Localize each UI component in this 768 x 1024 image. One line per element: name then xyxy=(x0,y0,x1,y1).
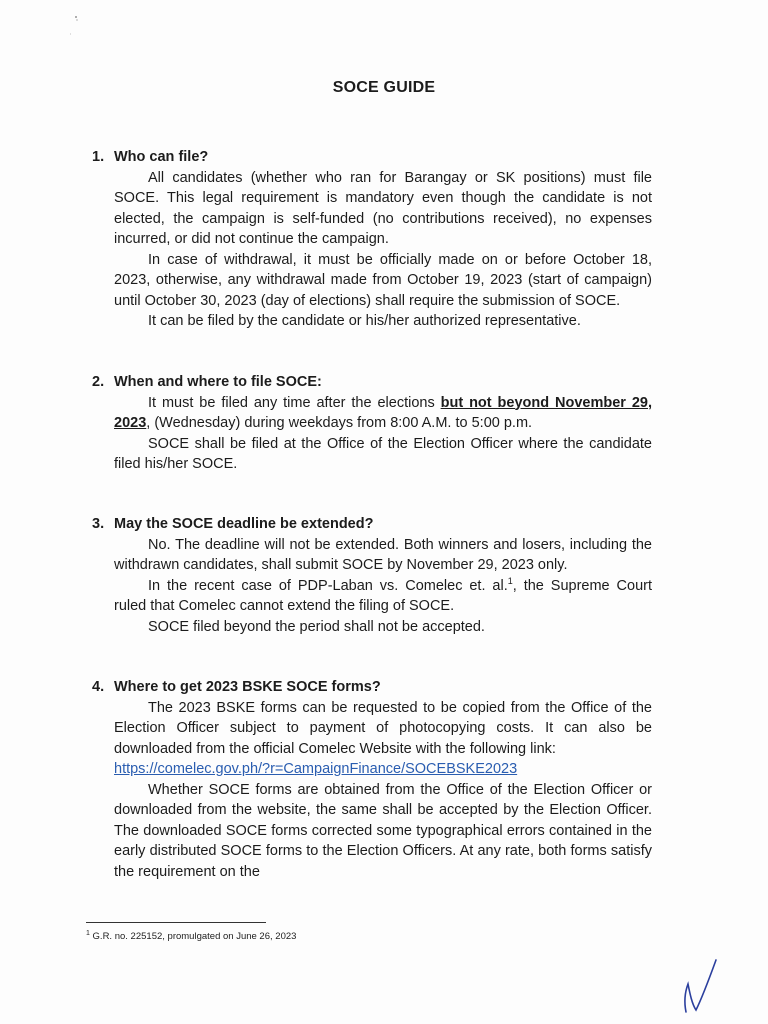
footnote-text: G.R. no. 225152, promulgated on June 26, 2023 xyxy=(89,931,297,942)
section-title: When and where to file SOCE: xyxy=(114,374,322,390)
section-heading xyxy=(92,514,652,535)
text-run: , the Supreme Court ruled that Comelec cannot extend the filing of SOCE. xyxy=(114,577,652,614)
section-number: 4. xyxy=(92,679,105,695)
deadline-emphasis: but not beyond November 29, 2023 xyxy=(114,394,652,431)
paragraph: All candidates (whether who ran for Barangay or SK positions) must file SOCE. This legal requirement is mandatory even though the candidate is not elected, the campaign is self-funded (no contributions received), no expenses incurred, or did not continue the campaign. xyxy=(114,169,652,247)
section-when-where xyxy=(92,372,652,475)
scan-specks xyxy=(70,12,90,42)
paragraph xyxy=(114,393,652,434)
paragraph: The 2023 BSKE forms can be requested to be copied from the Office of the Election Officer subject to payment of photocopying costs. It can also be downloaded from the official Comelec Website with the following link: xyxy=(114,699,652,757)
text-run: It must be filed any time after the elections xyxy=(148,394,441,411)
comelec-forms-link[interactable]: https://comelec.gov.ph/?r=CampaignFinance/SOCEBSKE2023 xyxy=(114,761,518,777)
footnote-marker: 1 xyxy=(86,929,90,937)
paragraph: SOCE shall be filed at the Office of the Election Officer where the candidate filed his/her SOCE. xyxy=(114,435,652,472)
section-body xyxy=(114,168,652,332)
footnote xyxy=(86,931,296,942)
section-where-to-get-forms xyxy=(92,677,652,882)
section-body xyxy=(114,393,652,475)
section-heading xyxy=(92,677,652,698)
section-deadline-extension xyxy=(92,514,652,637)
text-run: , (Wednesday) during weekdays from 8:00 A.M. to 5:00 p.m. xyxy=(146,415,533,431)
paragraph xyxy=(114,576,652,617)
paragraph: Whether SOCE forms are obtained from the Office of the Election Officer or downloaded from the website, the same shall be accepted by the Election Officer. The downloaded SOCE forms corrected some typographical errors contained in the early distributed SOCE forms to the Election Officers. At any rate, both forms satisfy the requirement on the xyxy=(114,781,652,880)
section-number: 2. xyxy=(92,374,105,390)
comelec-link-line xyxy=(114,759,652,780)
handwritten-initial-signature xyxy=(670,950,730,1020)
paragraph: No. The deadline will not be extended. Both winners and losers, including the withdrawn candidates, shall submit SOCE by November 29, 2023 only. xyxy=(114,536,652,573)
text-run: In the recent case of PDP-Laban vs. Comelec et. al. xyxy=(148,577,508,594)
footnote-divider xyxy=(86,922,266,923)
section-title: Where to get 2023 BSKE SOCE forms? xyxy=(114,679,381,695)
paragraph: In case of withdrawal, it must be officially made on or before October 18, 2023, otherwise, any withdrawal made from October 19, 2023 (start of campaign) until October 30, 2023 (day of elections) shall require the submission of SOCE. xyxy=(114,251,652,309)
section-number: 3. xyxy=(92,516,105,532)
section-title: Who can file? xyxy=(114,149,209,165)
document-title: SOCE GUIDE xyxy=(332,79,436,96)
section-title: May the SOCE deadline be extended? xyxy=(114,516,374,532)
paragraph: SOCE filed beyond the period shall not be accepted. xyxy=(148,618,485,635)
section-number: 1. xyxy=(92,149,105,165)
footnote-ref[interactable]: 1 xyxy=(507,575,513,586)
section-heading xyxy=(92,372,652,393)
section-body xyxy=(114,535,652,638)
section-who-can-file xyxy=(92,147,652,332)
section-body xyxy=(114,698,652,883)
paragraph: It can be filed by the candidate or his/her authorized representative. xyxy=(148,313,581,329)
section-heading xyxy=(92,147,652,168)
